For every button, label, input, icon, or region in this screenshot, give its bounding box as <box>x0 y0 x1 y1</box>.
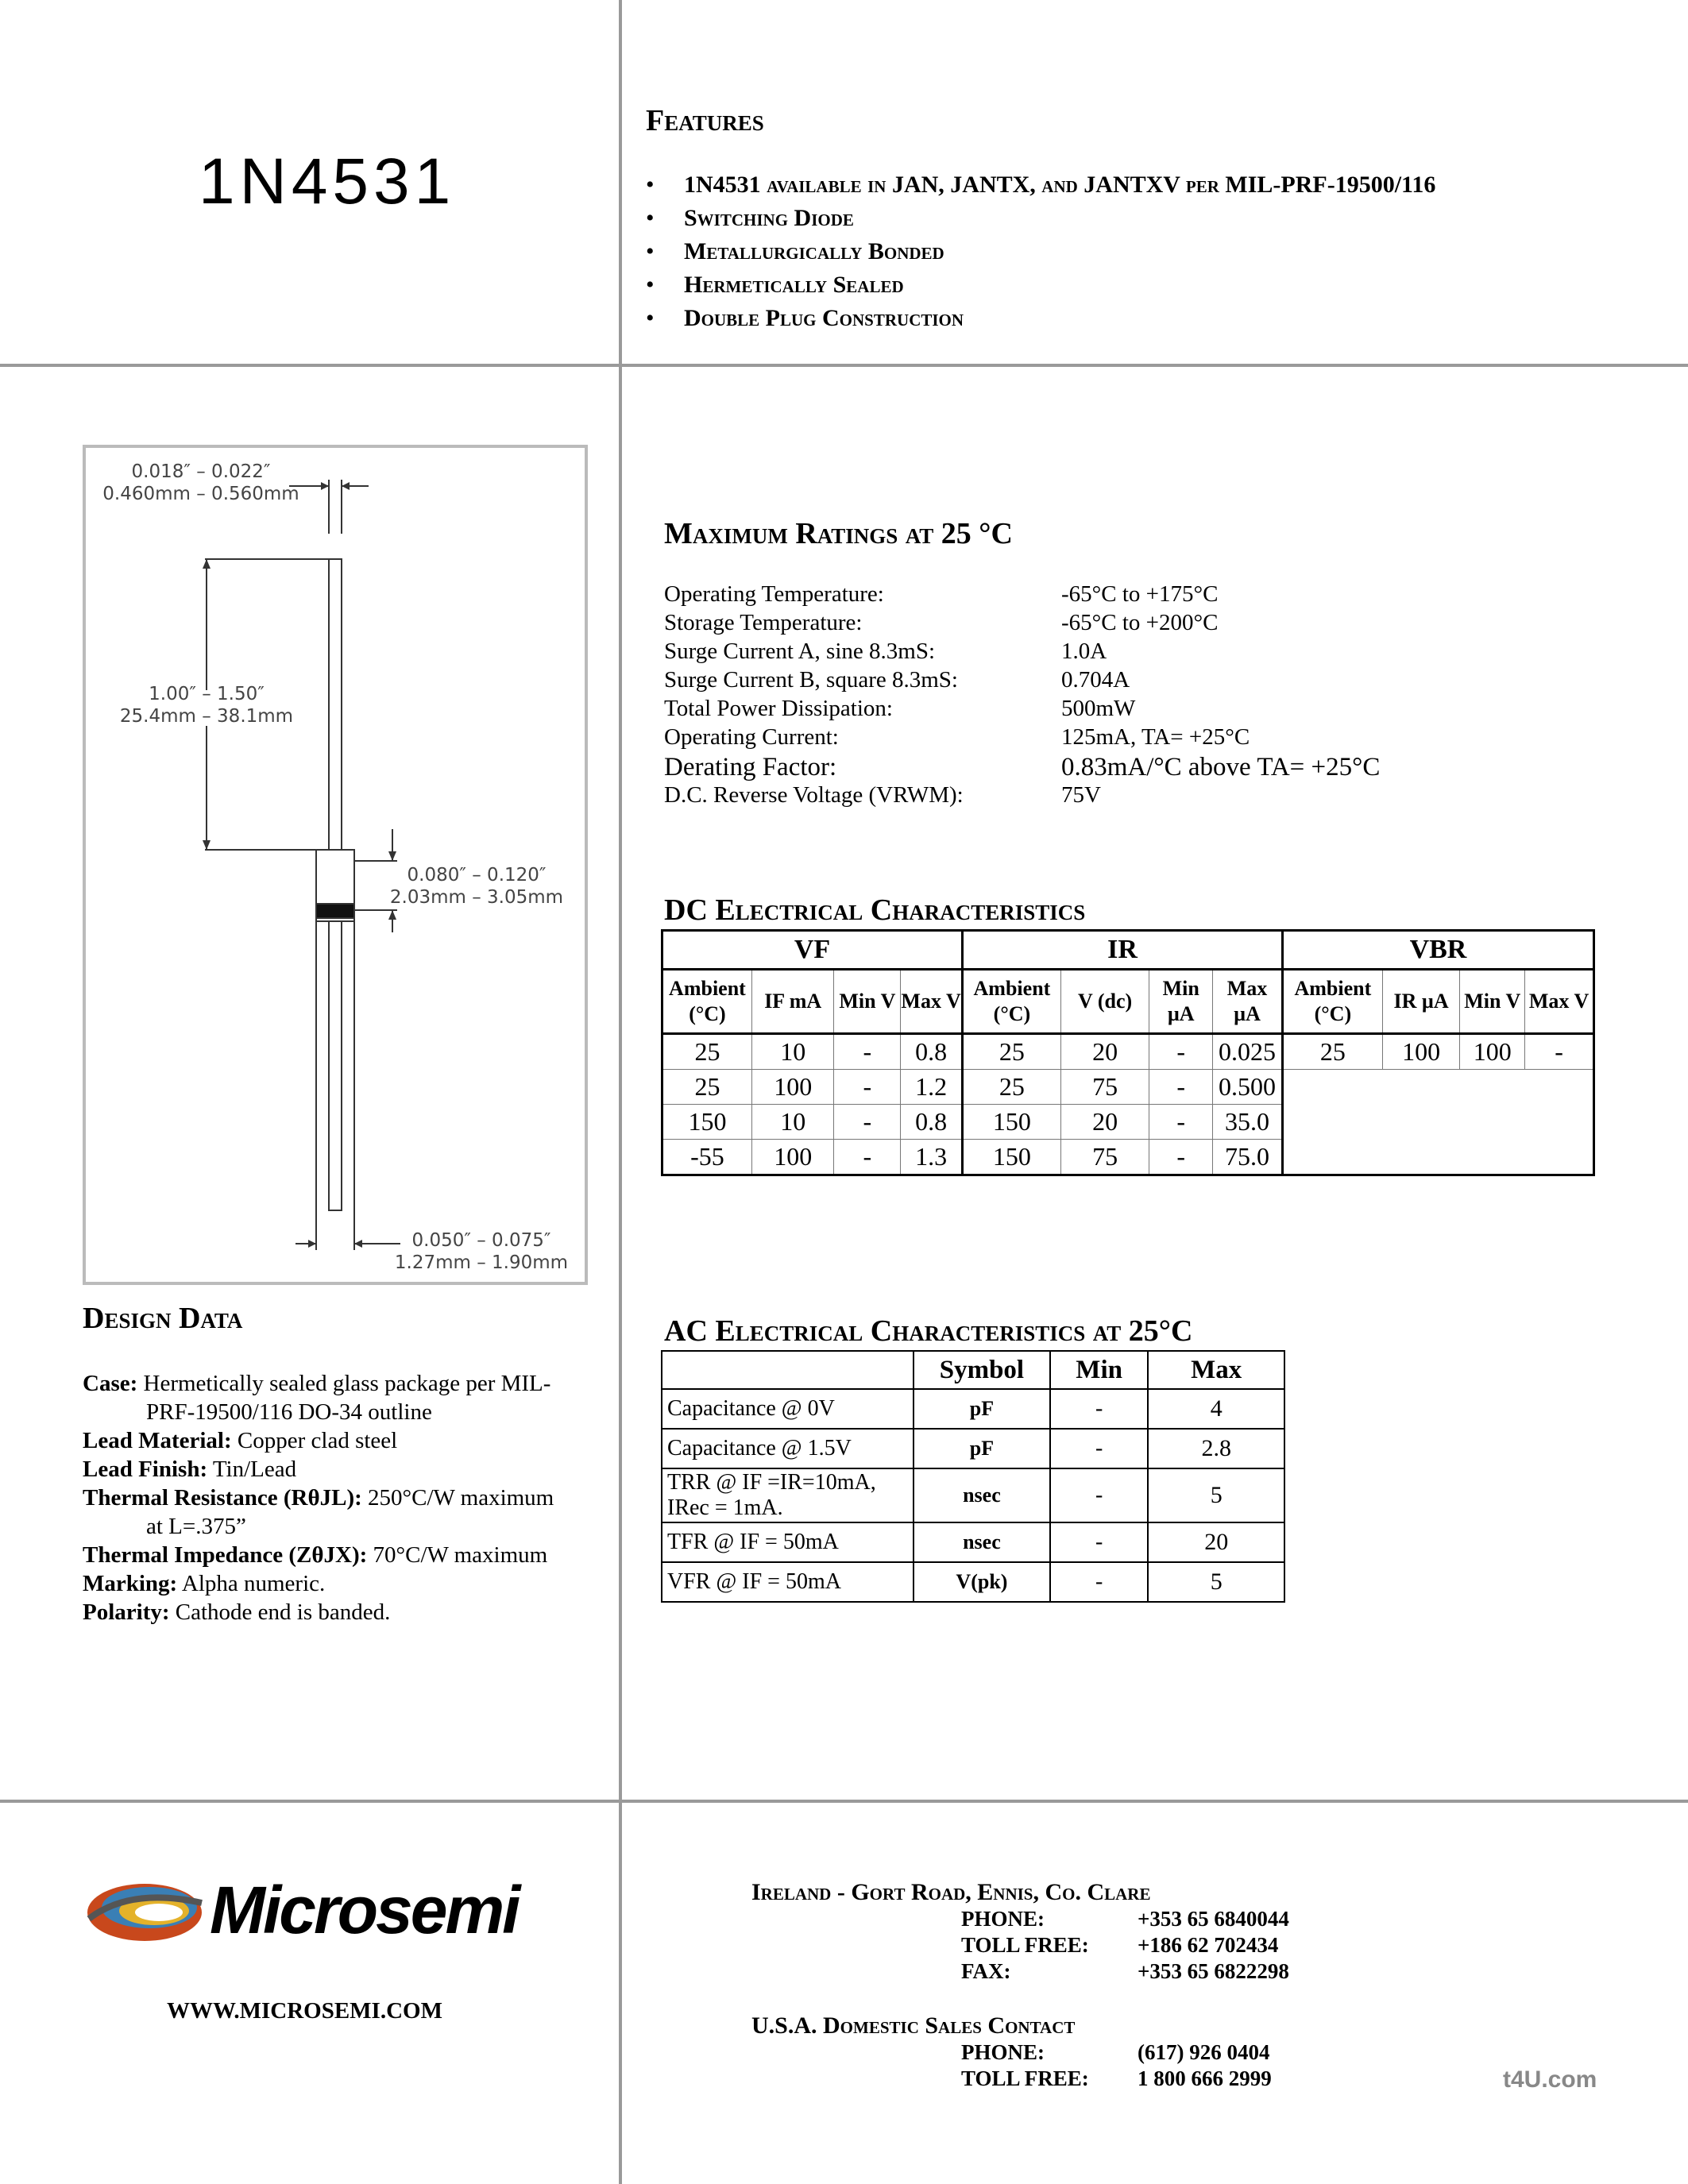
lead-material-line: Lead Material: Copper clad steel <box>83 1428 398 1453</box>
contact-value: (617) 926 0404 <box>1138 2040 1270 2064</box>
contact-label: PHONE: <box>961 1907 1045 1931</box>
ac-max: 20 <box>1148 1522 1284 1562</box>
ac-parameter: VFR @ IF = 50mA <box>662 1562 914 1602</box>
rating-row <box>664 753 1380 782</box>
dc-vbr-cell: 100 <box>1382 1034 1460 1070</box>
contact-row <box>961 1932 1289 1958</box>
dc-ir-cell: 35.0 <box>1213 1105 1283 1140</box>
dc-vf-cell: 100 <box>751 1140 834 1175</box>
features-list <box>646 168 1435 335</box>
dc-group-vbr: VBR <box>1282 931 1593 970</box>
ireland-contact-table <box>961 1906 1289 1985</box>
dc-column-header: Ambient (°C) <box>963 970 1061 1034</box>
dc-empty-cell <box>1282 1070 1382 1105</box>
dc-empty-cell <box>1382 1105 1460 1140</box>
microsemi-logo <box>83 1871 559 1951</box>
max-ratings-title: Maximum Ratings at 25 °C <box>664 517 1013 550</box>
rating-label: D.C. Reverse Voltage (VRWM): <box>664 782 964 808</box>
dc-vbr-cell: 25 <box>1282 1034 1382 1070</box>
ac-min: - <box>1050 1522 1149 1562</box>
feature-item: • Metallurgically Bonded <box>646 235 1435 268</box>
dc-vf-cell: 0.8 <box>901 1034 963 1070</box>
dc-column-header: Min V <box>834 970 901 1034</box>
vertical-divider <box>619 0 622 2184</box>
dc-vf-cell: 10 <box>751 1034 834 1070</box>
top-divider <box>0 364 1688 367</box>
dc-column-header: Min µA <box>1149 970 1213 1034</box>
contact-row <box>961 1906 1289 1932</box>
rating-value: -65°C to +175°C <box>1061 581 1219 607</box>
contact-row <box>961 2066 1272 2092</box>
dc-empty-cell <box>1525 1105 1594 1140</box>
rating-row <box>664 696 1380 724</box>
rating-label: Storage Temperature: <box>664 610 863 635</box>
rating-value: 125mA, TA= +25°C <box>1061 724 1250 750</box>
feature-item: • Double Plug Construction <box>646 302 1435 335</box>
dc-ir-cell: 25 <box>963 1070 1061 1105</box>
contact-value: 1 800 666 2999 <box>1138 2066 1272 2090</box>
contact-label: FAX: <box>961 1959 1011 1983</box>
design-data-title: Design Data <box>83 1302 243 1335</box>
dc-empty-cell <box>1525 1140 1594 1175</box>
ac-row <box>662 1389 1284 1429</box>
lead-finish-line: Lead Finish: Tin/Lead <box>83 1457 297 1482</box>
dc-empty-cell <box>1460 1140 1525 1175</box>
lead-length-dimension: 1.00″ – 1.50″ 25.4mm – 38.1mm <box>119 684 294 727</box>
polarity-line: Polarity: Cathode end is banded. <box>83 1599 391 1625</box>
ac-min: - <box>1050 1562 1149 1602</box>
dc-row <box>662 1140 1594 1175</box>
dc-group-vf: VF <box>662 931 963 970</box>
max-ratings-table <box>664 581 1380 811</box>
dc-title: DC Electrical Characteristics <box>664 893 1086 927</box>
feature-item: • 1N4531 available in JAN, JANTX, and JANTXV per MIL-PRF-19500/116 <box>646 168 1435 202</box>
dc-row <box>662 1105 1594 1140</box>
ac-max: 4 <box>1148 1389 1284 1429</box>
dc-ir-cell: 25 <box>963 1034 1061 1070</box>
rating-label: Surge Current B, square 8.3mS: <box>664 667 958 693</box>
contact-label: PHONE: <box>961 2040 1045 2064</box>
case-line: Case: Hermetically sealed glass package per MIL- <box>83 1371 551 1396</box>
footer-divider <box>0 1800 1688 1803</box>
rating-label: Operating Temperature: <box>664 581 884 607</box>
dc-empty-cell <box>1460 1105 1525 1140</box>
contact-row <box>961 1958 1289 1985</box>
body-diameter-dimension: 0.050″ – 0.075″ 1.27mm – 1.90mm <box>394 1230 569 1273</box>
microsemi-logo-text: Microsemi <box>210 1873 519 1947</box>
dc-vf-cell: - <box>834 1105 901 1140</box>
dc-ir-cell: 20 <box>1060 1105 1149 1140</box>
watermark: t4U.com <box>1503 2066 1597 2093</box>
dc-ir-cell: 0.025 <box>1213 1034 1283 1070</box>
dc-vf-cell: 10 <box>751 1105 834 1140</box>
dc-empty-cell <box>1382 1140 1460 1175</box>
rating-value: 0.83mA/°C above TA= +25°C <box>1061 753 1381 781</box>
contact-value: +353 65 6840044 <box>1138 1907 1289 1931</box>
ac-symbol: pF <box>914 1429 1050 1468</box>
dc-ir-cell: - <box>1149 1105 1213 1140</box>
ac-symbol: pF <box>914 1389 1050 1429</box>
website-link[interactable]: WWW.MICROSEMI.COM <box>167 1998 442 2024</box>
rating-row <box>664 782 1380 811</box>
rating-row <box>664 610 1380 639</box>
ac-max: 5 <box>1148 1562 1284 1602</box>
dc-vf-cell: 150 <box>662 1105 752 1140</box>
dc-ir-cell: 75 <box>1060 1070 1149 1105</box>
ac-min: - <box>1050 1468 1149 1522</box>
thermal-impedance-line: Thermal Impedance (ZθJX): 70°C/W maximum <box>83 1542 548 1568</box>
dc-vf-cell: 100 <box>751 1070 834 1105</box>
ac-row <box>662 1522 1284 1562</box>
case-line-2: PRF-19500/116 DO-34 outline <box>146 1399 432 1425</box>
dc-row <box>662 1034 1594 1070</box>
dc-ir-cell: 75 <box>1060 1140 1149 1175</box>
usa-title: U.S.A. Domestic Sales Contact <box>751 2012 1076 2039</box>
dc-vf-cell: 25 <box>662 1034 752 1070</box>
part-number: 1N4531 <box>199 145 456 218</box>
ac-min: - <box>1050 1429 1149 1468</box>
dc-column-header: Max µA <box>1213 970 1283 1034</box>
rating-row <box>664 667 1380 696</box>
ac-symbol: nsec <box>914 1468 1050 1522</box>
ac-symbol: nsec <box>914 1522 1050 1562</box>
dc-vbr-cell: - <box>1525 1034 1594 1070</box>
thermal-resistance-line: Thermal Resistance (RθJL): 250°C/W maximum <box>83 1485 554 1511</box>
dc-vf-cell: 25 <box>662 1070 752 1105</box>
dc-vf-cell: - <box>834 1070 901 1105</box>
microsemi-logo-swoosh-icon <box>83 1871 210 1951</box>
dc-row <box>662 1070 1594 1105</box>
dc-ir-cell: - <box>1149 1034 1213 1070</box>
body-length-dimension: 0.080″ – 0.120″ 2.03mm – 3.05mm <box>389 865 564 908</box>
ac-parameter: TFR @ IF = 50mA <box>662 1522 914 1562</box>
lead-diameter-dimension: 0.018″ – 0.022″ 0.460mm – 0.560mm <box>102 461 299 504</box>
dc-ir-cell: 150 <box>963 1105 1061 1140</box>
contact-value: +186 62 702434 <box>1138 1933 1279 1957</box>
ac-max: 2.8 <box>1148 1429 1284 1468</box>
dc-vf-cell: 1.3 <box>901 1140 963 1175</box>
dc-empty-cell <box>1460 1070 1525 1105</box>
dc-vf-cell: 0.8 <box>901 1105 963 1140</box>
dc-column-header: Max V <box>1525 970 1594 1034</box>
dc-vf-cell: - <box>834 1034 901 1070</box>
rating-row <box>664 724 1380 753</box>
dc-characteristics-table <box>661 929 1595 1176</box>
dc-column-header: Max V <box>901 970 963 1034</box>
dc-column-header: Min V <box>1460 970 1525 1034</box>
dc-empty-cell <box>1282 1140 1382 1175</box>
dc-ir-cell: 150 <box>963 1140 1061 1175</box>
dc-column-header: Ambient (°C) <box>1282 970 1382 1034</box>
feature-item: • Switching Diode <box>646 202 1435 235</box>
contact-label: TOLL FREE: <box>961 1933 1089 1957</box>
dc-vf-cell: - <box>834 1140 901 1175</box>
rating-label: Derating Factor: <box>664 753 837 781</box>
features-title: Features <box>646 104 764 137</box>
dc-empty-cell <box>1382 1070 1460 1105</box>
contact-value: +353 65 6822298 <box>1138 1959 1289 1983</box>
dc-vbr-cell: 100 <box>1460 1034 1525 1070</box>
rating-row <box>664 639 1380 667</box>
dc-empty-cell <box>1525 1070 1594 1105</box>
dc-ir-cell: - <box>1149 1070 1213 1105</box>
dc-column-header: IR µA <box>1382 970 1460 1034</box>
feature-item: • Hermetically Sealed <box>646 268 1435 302</box>
rating-value: 1.0A <box>1061 639 1107 664</box>
rating-label: Total Power Dissipation: <box>664 696 893 721</box>
dc-column-header: V (dc) <box>1060 970 1149 1034</box>
usa-contact-table <box>961 2039 1272 2092</box>
dc-group-ir: IR <box>963 931 1283 970</box>
ac-row <box>662 1429 1284 1468</box>
rating-label: Surge Current A, sine 8.3mS: <box>664 639 936 664</box>
rating-row <box>664 581 1380 610</box>
ac-title: AC Electrical Characteristics at 25°C <box>664 1314 1193 1348</box>
ac-min: - <box>1050 1389 1149 1429</box>
ac-characteristics-table <box>661 1350 1285 1603</box>
dc-column-header: IF mA <box>751 970 834 1034</box>
rating-value: 500mW <box>1061 696 1136 721</box>
ac-max: 5 <box>1148 1468 1284 1522</box>
design-data-block <box>83 1369 607 1626</box>
thermal-resistance-line-2: at L=.375” <box>146 1514 246 1539</box>
ac-parameter: Capacitance @ 0V <box>662 1389 914 1429</box>
dc-ir-cell: 20 <box>1060 1034 1149 1070</box>
dc-ir-cell: 75.0 <box>1213 1140 1283 1175</box>
ac-row <box>662 1468 1284 1522</box>
ac-header-parameter <box>662 1351 914 1389</box>
rating-value: 75V <box>1061 782 1101 808</box>
rating-value: 0.704A <box>1061 667 1130 693</box>
dc-ir-cell: - <box>1149 1140 1213 1175</box>
ireland-title: Ireland - Gort Road, Ennis, Co. Clare <box>751 1879 1151 1905</box>
contact-label: TOLL FREE: <box>961 2066 1089 2090</box>
marking-line: Marking: Alpha numeric. <box>83 1571 326 1596</box>
contact-row <box>961 2039 1272 2066</box>
rating-label: Operating Current: <box>664 724 839 750</box>
ac-header-max: Max <box>1148 1351 1284 1389</box>
rating-value: -65°C to +200°C <box>1061 610 1219 635</box>
dc-column-header: Ambient (°C) <box>662 970 752 1034</box>
dc-vf-cell: 1.2 <box>901 1070 963 1105</box>
ac-row <box>662 1562 1284 1602</box>
ac-header-symbol: Symbol <box>914 1351 1050 1389</box>
dc-ir-cell: 0.500 <box>1213 1070 1283 1105</box>
ac-parameter: Capacitance @ 1.5V <box>662 1429 914 1468</box>
ac-symbol: V(pk) <box>914 1562 1050 1602</box>
ac-parameter: TRR @ IF =IR=10mA, IRec = 1mA. <box>662 1468 914 1522</box>
dc-vf-cell: -55 <box>662 1140 752 1175</box>
dc-empty-cell <box>1282 1105 1382 1140</box>
ac-header-min: Min <box>1050 1351 1149 1389</box>
